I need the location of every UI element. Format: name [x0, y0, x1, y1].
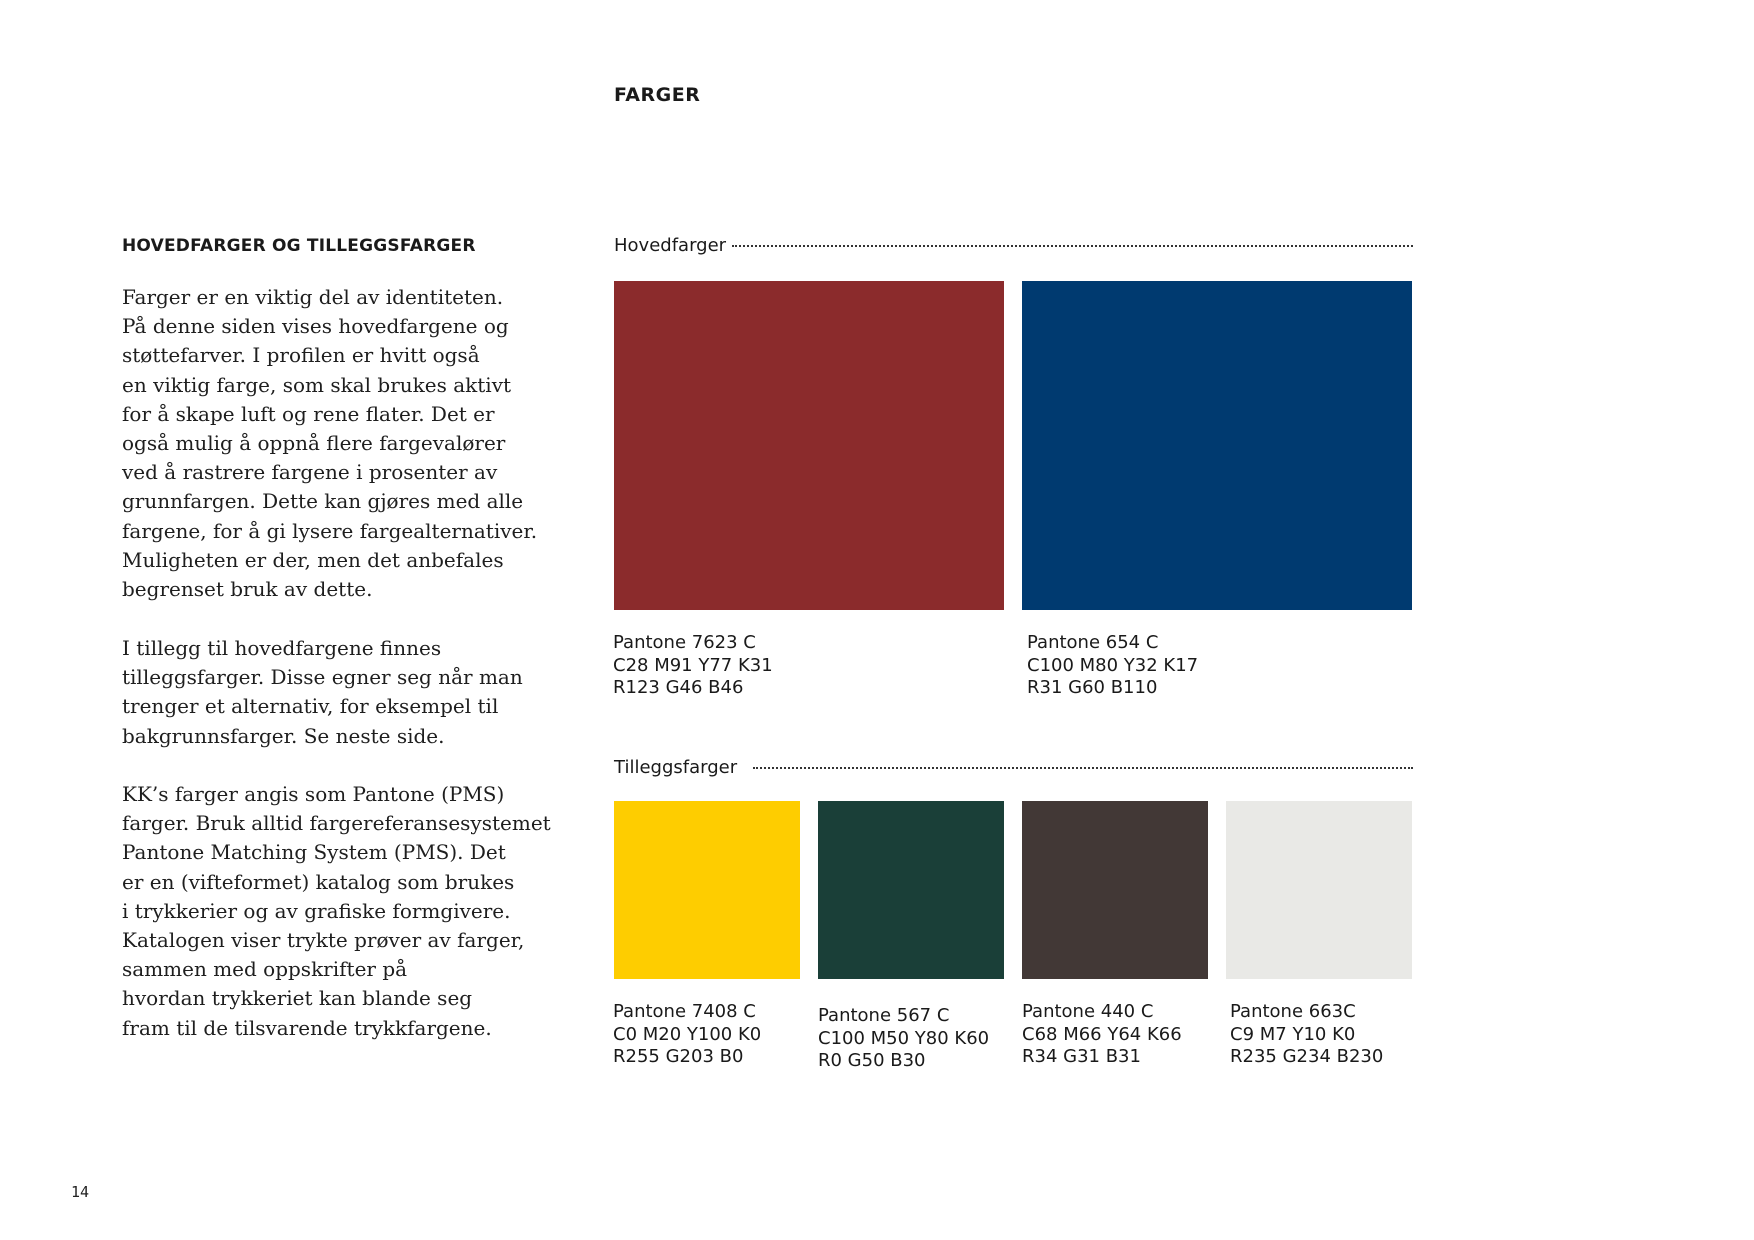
text-line: er en (vifteformet) katalog som brukes	[122, 869, 515, 894]
extra-colors-label	[614, 757, 1413, 778]
color-spec-green	[818, 1005, 989, 1073]
text-line: i trykkerier og av grafiske formgivere.	[122, 898, 511, 923]
cmyk-value: C28 M91 Y77 K31	[613, 654, 773, 676]
section-heading: HOVEDFARGER OG TILLEGGSFARGER	[122, 236, 476, 256]
text-line: tilleggsfarger. Disse egner seg når man	[122, 665, 523, 690]
cmyk-value: C100 M80 Y32 K17	[1027, 654, 1199, 676]
text-line: fram til de tilsvarende trykkfargene.	[122, 1015, 492, 1040]
cmyk-value: C9 M7 Y10 K0	[1230, 1023, 1356, 1045]
color-swatch-blue	[1022, 281, 1412, 610]
rgb-value: R235 G234 B230	[1230, 1046, 1384, 1067]
text-line: trenger et alternativ, for eksempel til	[122, 694, 499, 719]
intro-paragraph	[122, 283, 538, 604]
color-swatch-green	[818, 801, 1004, 979]
text-line: bakgrunnsfarger. Se neste side.	[122, 723, 445, 748]
color-swatch-yellow	[614, 801, 800, 979]
main-colors-label-text: Hovedfarger	[614, 235, 727, 256]
text-line: sammen med oppskrifter på	[122, 957, 408, 982]
pantone-paragraph	[122, 780, 551, 1043]
rgb-value: R123 G46 B46	[613, 677, 744, 698]
text-line: På denne siden vises hovedfargene og	[122, 314, 509, 339]
text-line: for å skape luft og rene flater. Det er	[122, 401, 495, 426]
page-title: FARGER	[614, 84, 701, 106]
cmyk-value: C0 M20 Y100 K0	[613, 1023, 762, 1045]
color-swatch-red	[614, 281, 1004, 610]
color-spec-blue	[1027, 632, 1198, 700]
pantone-code: Pantone 7408 C	[613, 1001, 756, 1022]
extra-colors-paragraph	[122, 634, 522, 751]
text-line: farger. Bruk alltid fargereferansesystemet	[122, 811, 551, 836]
pantone-code: Pantone 7623 C	[613, 632, 756, 653]
main-colors-label	[614, 235, 1413, 256]
text-line: Pantone Matching System (PMS). Det	[122, 840, 506, 865]
pantone-code: Pantone 654 C	[1027, 632, 1159, 653]
color-spec-red	[613, 632, 773, 700]
pantone-code: Pantone 567 C	[818, 1005, 950, 1026]
text-line: Muligheten er der, men det anbefales	[122, 547, 504, 572]
text-line: hvordan trykkeriet kan blande seg	[122, 986, 473, 1011]
text-line: Katalogen viser trykte prøver av farger,	[122, 928, 525, 953]
text-line: ved å rastrere fargene i prosenter av	[122, 460, 498, 485]
text-line: grunnfargen. Dette kan gjøres med alle	[122, 489, 524, 514]
text-line: KK’s farger angis som Pantone (PMS)	[122, 782, 505, 806]
color-spec-yellow	[613, 1001, 761, 1069]
pantone-code: Pantone 663C	[1230, 1001, 1356, 1022]
text-line: Farger er en viktig del av identiteten.	[122, 285, 504, 309]
rgb-value: R255 G203 B0	[613, 1046, 744, 1067]
extra-colors-label-text: Tilleggsfarger	[614, 757, 738, 778]
page-number: 14	[71, 1183, 90, 1201]
cmyk-value: C68 M66 Y64 K66	[1022, 1023, 1182, 1045]
rgb-value: R31 G60 B110	[1027, 677, 1158, 698]
color-spec-brown	[1022, 1001, 1182, 1069]
rgb-value: R34 G31 B31	[1022, 1046, 1141, 1067]
rgb-value: R0 G50 B30	[818, 1050, 926, 1071]
dotted-leader	[732, 245, 1413, 247]
cmyk-value: C100 M50 Y80 K60	[818, 1027, 990, 1049]
text-line: fargene, for å gi lysere fargealternativer.	[122, 518, 538, 543]
color-spec-grey	[1230, 1001, 1383, 1069]
text-line: også mulig å oppnå flere fargevalører	[122, 431, 506, 456]
pantone-code: Pantone 440 C	[1022, 1001, 1154, 1022]
text-line: en viktig farge, som skal brukes aktivt	[122, 372, 512, 397]
text-line: I tillegg til hovedfargene finnes	[122, 636, 442, 660]
color-swatch-grey	[1226, 801, 1412, 979]
text-line: støttefarver. I profilen er hvitt også	[122, 343, 480, 368]
text-line: begrenset bruk av dette.	[122, 577, 373, 602]
color-swatch-brown	[1022, 801, 1208, 979]
dotted-leader	[753, 767, 1413, 769]
